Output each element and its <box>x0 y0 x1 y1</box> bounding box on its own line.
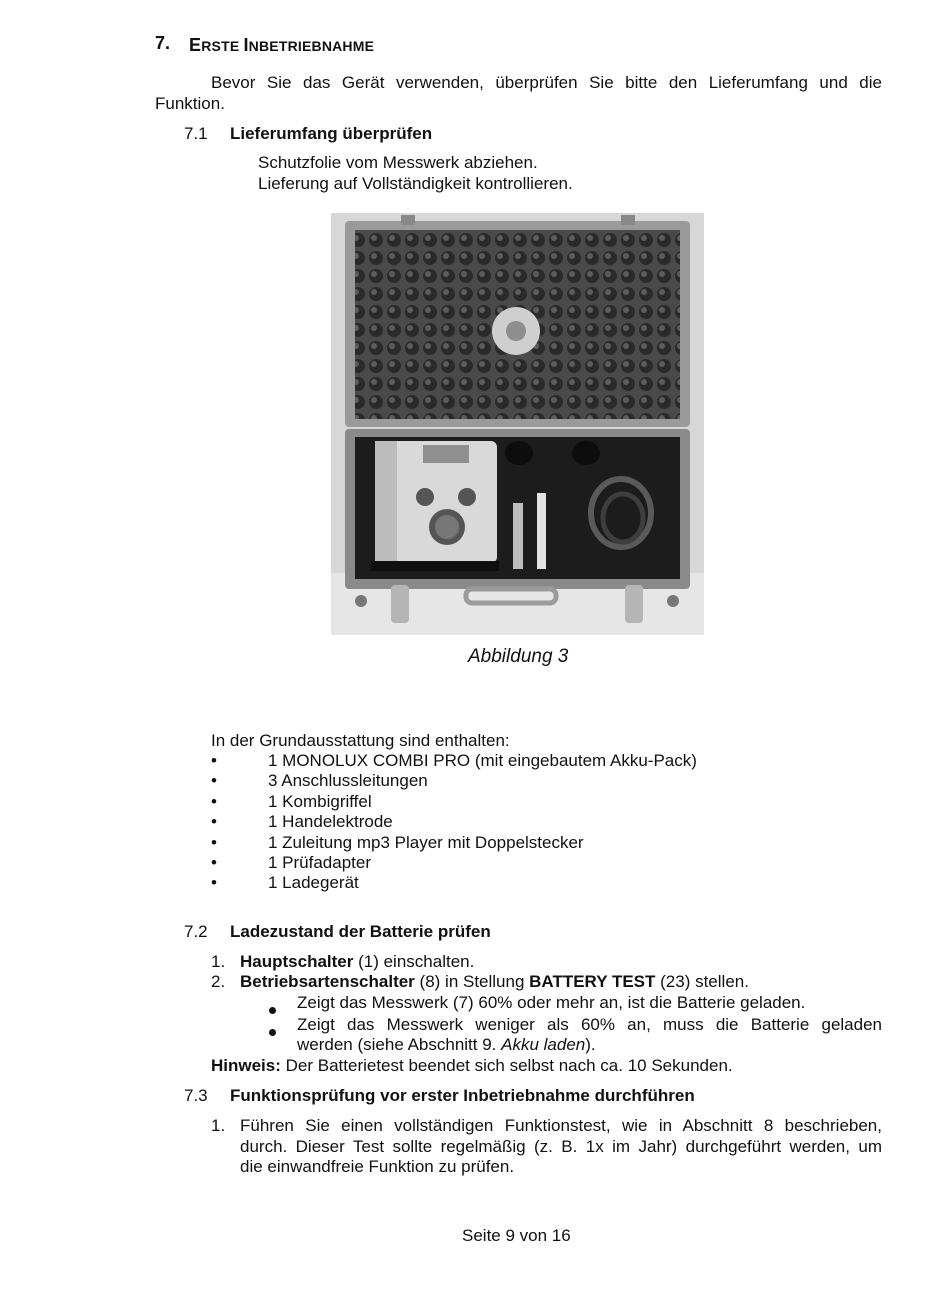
list-item: • 3 Anschlussleitungen <box>211 771 428 791</box>
sub-bullet-text: Zeigt das Messwerk (7) 60% oder mehr an, ist die Batterie geladen. <box>297 993 806 1012</box>
intro-line-1: Bevor Sie das Gerät verwenden, überprüfen Sie bitte den Lieferumfang und die <box>211 73 882 92</box>
bullet-dot <box>269 1021 276 1041</box>
list-item: • 1 Kombigriffel <box>211 791 372 811</box>
list-item: • 1 MONOLUX COMBI PRO (mit eingebautem Akku-Pack) <box>211 751 697 770</box>
contents-list <box>211 751 811 894</box>
step-text: Führen Sie einen vollständigen Funktionstest, wie in Abschnitt 8 beschrieben, <box>240 1116 882 1135</box>
device-case-photo <box>331 213 704 635</box>
step-text: die einwandfreie Funktion zu prüfen. <box>240 1157 515 1176</box>
figure-caption: Abbildung 3 <box>468 646 569 667</box>
step-text: Betriebsartenschalter (8) in Stellung BATTERY TEST (23) stellen. <box>240 972 749 991</box>
section-number: 7. <box>155 33 171 53</box>
section-title: ERSTE INBETRIEBNAHME <box>189 35 375 55</box>
contents-heading: In der Grundausstattung sind enthalten: <box>211 731 510 750</box>
step-number: 2. <box>211 972 226 991</box>
subsection-number: 7.1 <box>184 124 208 143</box>
step-text: Hauptschalter (1) einschalten. <box>240 952 475 971</box>
step-number: 1. <box>211 1116 226 1135</box>
step-number: 1. <box>211 952 226 971</box>
sub-bullet-text: Zeigt das Messwerk weniger als 60% an, muss die Batterie geladen <box>297 1015 882 1034</box>
subsection-title: Funktionsprüfung vor erster Inbetriebnahme durchführen <box>230 1086 695 1105</box>
note: Hinweis: Der Batterietest beendet sich selbst nach ca. 10 Sekunden. <box>211 1056 733 1075</box>
bullet-dot <box>269 999 276 1019</box>
page-number: Seite 9 von 16 <box>462 1226 571 1245</box>
intro-line-2: Funktion. <box>155 94 225 113</box>
list-item: • 1 Prüfadapter <box>211 852 372 872</box>
list-item: • 1 Handelektrode <box>211 812 393 832</box>
list-item: • 1 Zuleitung mp3 Player mit Doppelstecker <box>211 832 584 852</box>
subsection-title: Ladezustand der Batterie prüfen <box>230 922 491 941</box>
instruction-line: Lieferung auf Vollständigkeit kontrollieren. <box>258 174 573 193</box>
list-item: • 1 Ladegerät <box>211 873 359 893</box>
instruction-line: Schutzfolie vom Messwerk abziehen. <box>258 153 538 172</box>
subsection-title: Lieferumfang überprüfen <box>230 124 433 143</box>
subsection-number: 7.2 <box>184 922 208 941</box>
subsection-number: 7.3 <box>184 1086 208 1105</box>
step-text: durch. Dieser Test sollte regelmäßig (z. B. 1x im Jahr) durchgeführt werden, um <box>240 1137 882 1156</box>
sub-bullet-text: werden (siehe Abschnitt 9. Akku laden). <box>297 1035 596 1054</box>
